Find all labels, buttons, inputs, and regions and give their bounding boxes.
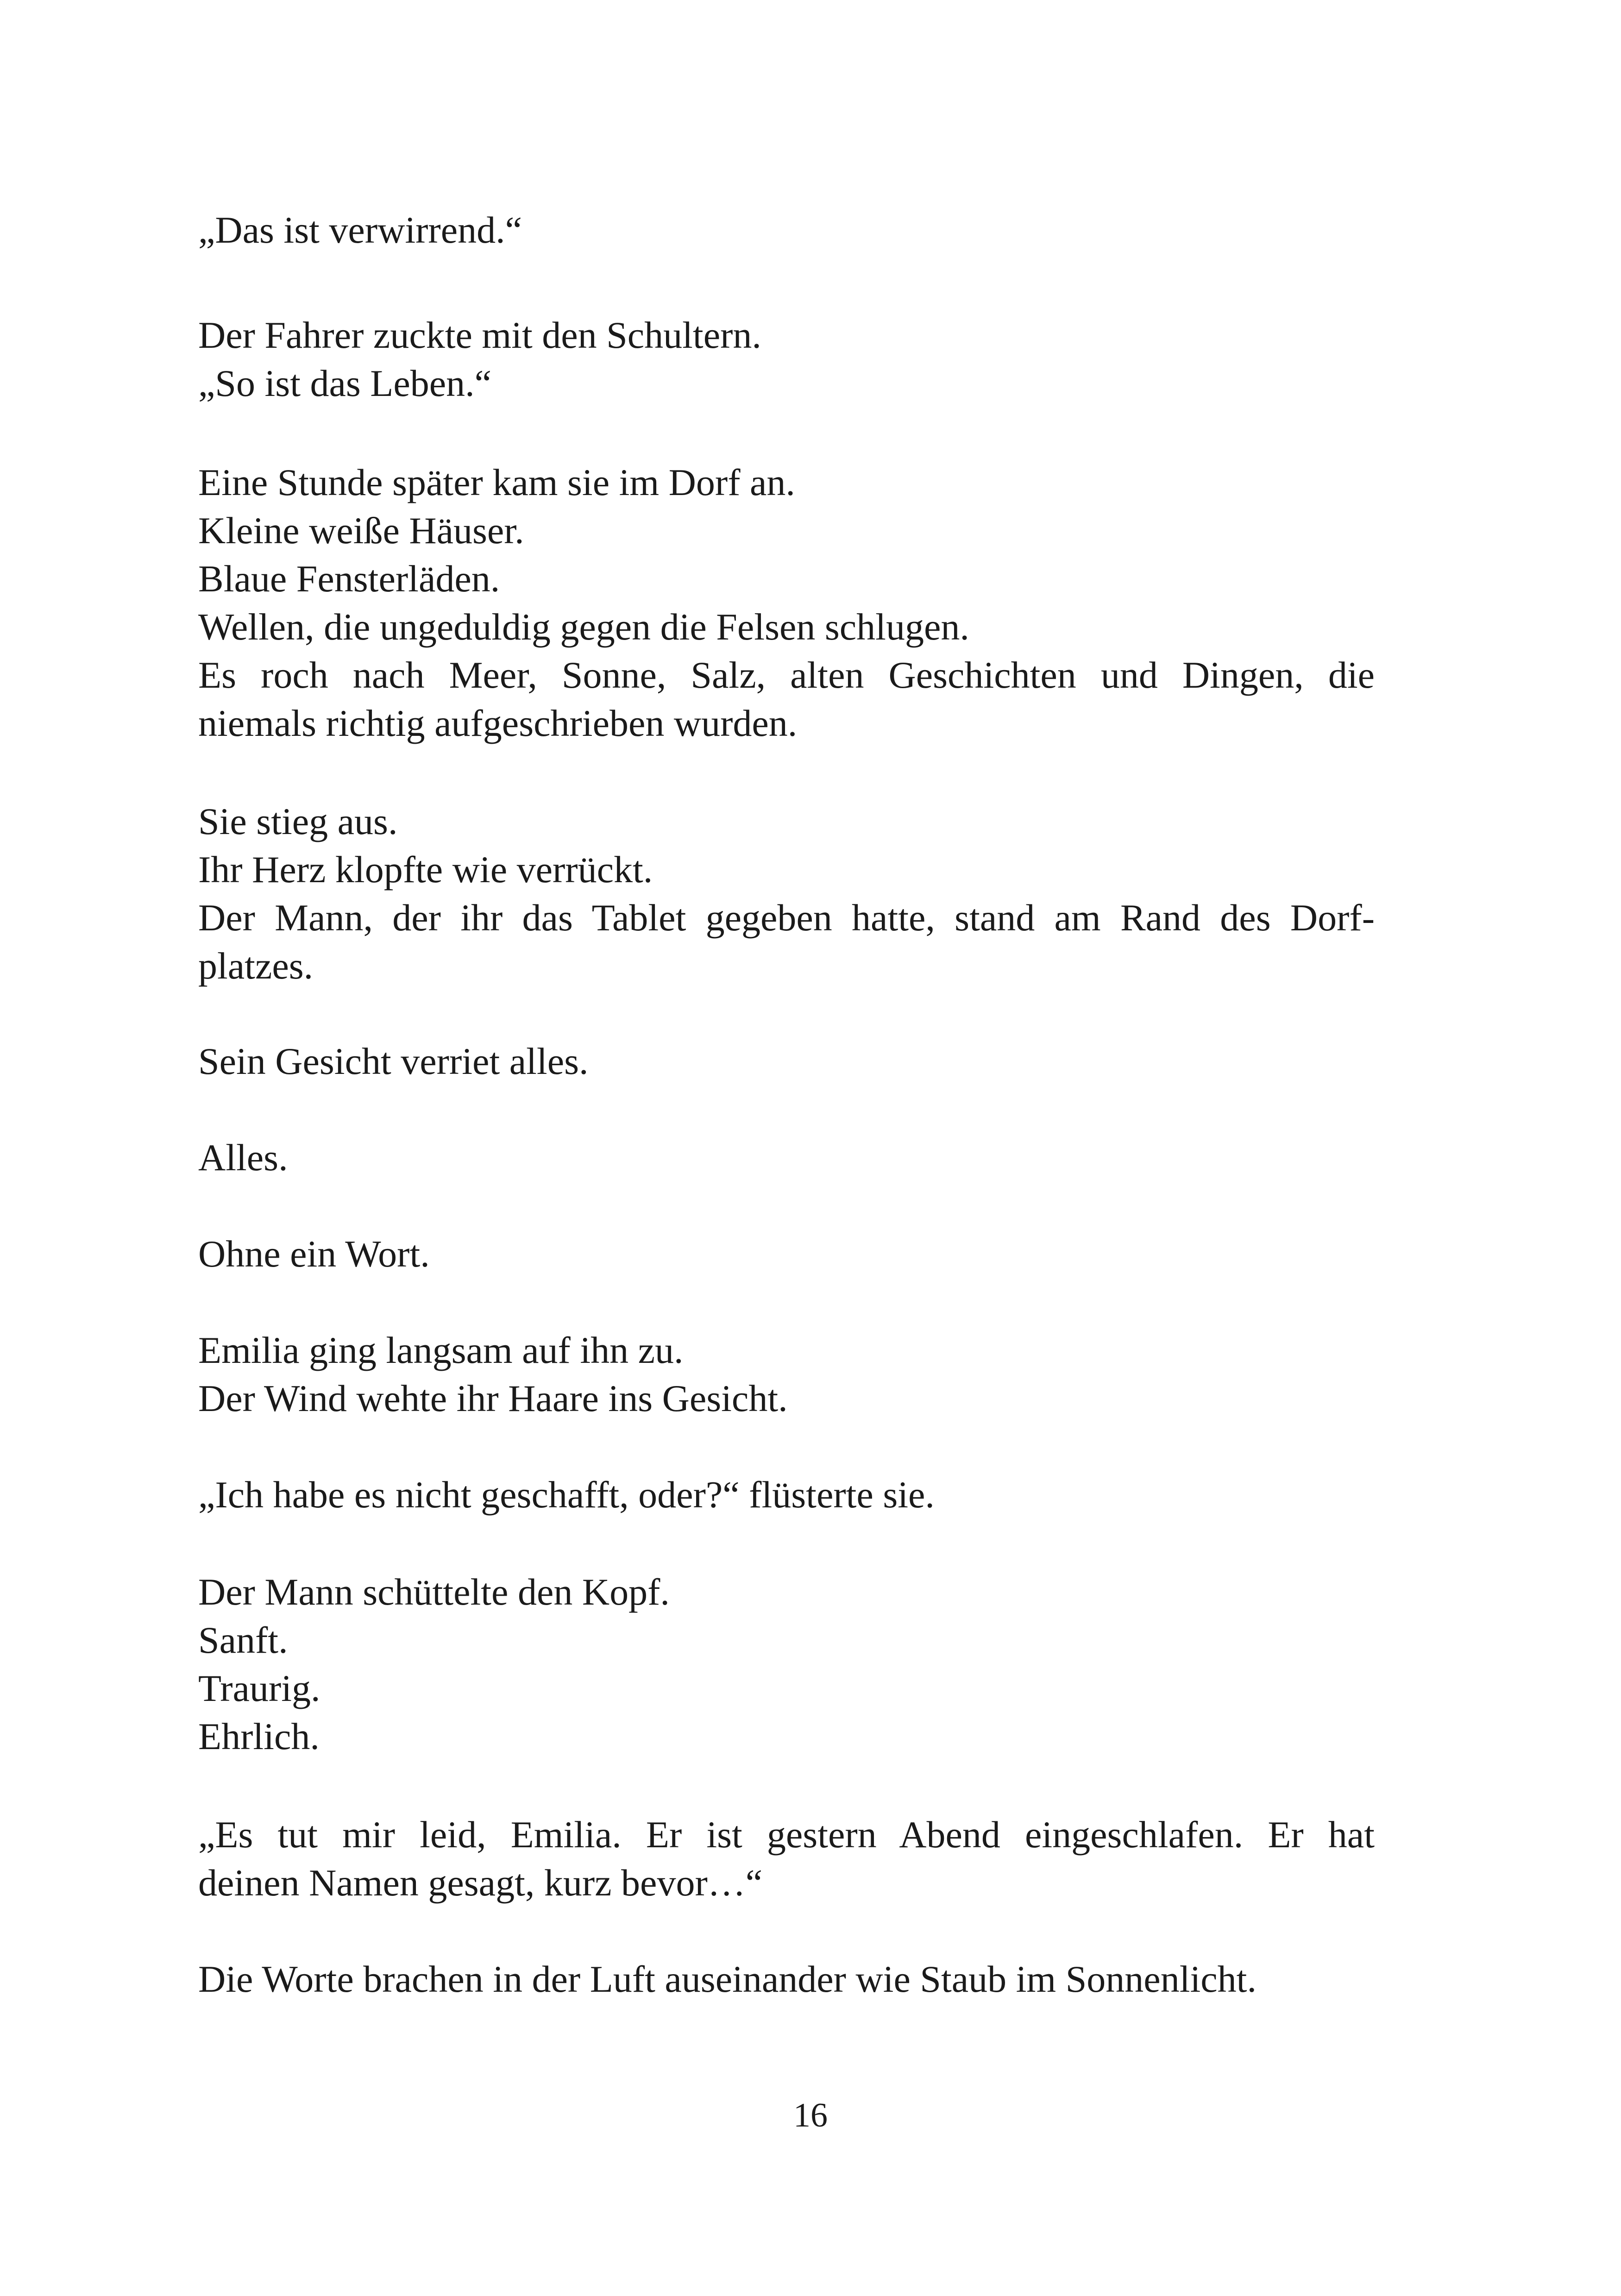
- text-line: Der Wind wehte ihr Haare ins Gesicht.: [198, 1377, 788, 1419]
- text-line: Alles.: [198, 1136, 288, 1179]
- text-line: deinen Namen gesagt, kurz bevor…“: [198, 1862, 763, 1904]
- text-line: Wellen, die ungeduldig gegen die Felsen schlugen.: [198, 606, 969, 648]
- text-line: niemals richtig aufgeschrieben wurden.: [198, 702, 798, 744]
- text-line: platzes.: [198, 945, 314, 987]
- text-line: Der Mann, der ihr das Tablet gegeben hatte, stand am Rand des Dorf-: [198, 897, 1375, 939]
- page-number: 16: [793, 2096, 828, 2134]
- text-line: Traurig.: [198, 1667, 320, 1709]
- text-line: Sein Gesicht verriet alles.: [198, 1040, 589, 1082]
- text-line: „Das ist verwirrend.“: [198, 209, 522, 251]
- text-line: Eine Stunde später kam sie im Dorf an.: [198, 461, 795, 503]
- text-line: Der Fahrer zuckte mit den Schultern.: [198, 314, 761, 356]
- text-line: Die Worte brachen in der Luft auseinander wie Staub im Sonnenlicht.: [198, 1958, 1257, 2000]
- text-line: „So ist das Leben.“: [198, 362, 492, 404]
- text-line: Emilia ging langsam auf ihn zu.: [198, 1329, 684, 1371]
- text-line: „Es tut mir leid, Emilia. Er ist gestern Abend eingeschlafen. Er hat: [198, 1813, 1375, 1856]
- text-line: Ehrlich.: [198, 1715, 320, 1757]
- text-line: Sie stieg aus.: [198, 800, 398, 842]
- text-line: Sanft.: [198, 1619, 288, 1661]
- text-line: Ohne ein Wort.: [198, 1233, 430, 1275]
- text-line: „Ich habe es nicht geschafft, oder?“ flüsterte sie.: [198, 1474, 935, 1516]
- text-line: Es roch nach Meer, Sonne, Salz, alten Geschichten und Dingen, die: [198, 654, 1375, 696]
- text-line: Blaue Fensterläden.: [198, 558, 500, 600]
- text-line: Kleine weiße Häuser.: [198, 509, 524, 552]
- text-line: Ihr Herz klopfte wie verrückt.: [198, 848, 653, 891]
- text-line: Der Mann schüttelte den Kopf.: [198, 1571, 670, 1613]
